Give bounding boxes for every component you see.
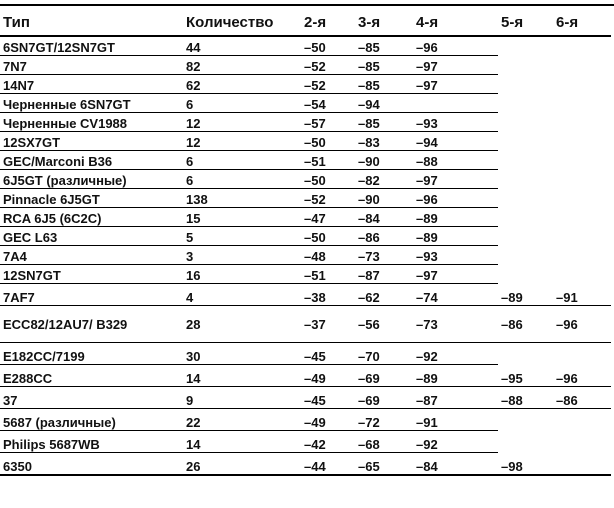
table-row [0, 75, 611, 94]
cell-harmonic: –92 [413, 431, 498, 453]
table-row [0, 208, 611, 227]
table-row [0, 246, 611, 265]
table-row [0, 409, 611, 431]
cell-type: 12SX7GT [0, 132, 183, 151]
cell-harmonic: –85 [355, 56, 413, 75]
cell-harmonic [553, 132, 611, 151]
cell-quantity: 6 [183, 151, 301, 170]
cell-type: 6350 [0, 453, 183, 476]
table-row [0, 56, 611, 75]
header-row [0, 9, 611, 36]
cell-harmonic [498, 409, 553, 431]
table-row [0, 132, 611, 151]
cell-quantity: 22 [183, 409, 301, 431]
cell-type: ECC82/12AU7/ B329 [0, 306, 183, 343]
cell-harmonic [553, 343, 611, 365]
column-header: 2-я [301, 9, 355, 36]
table-body [0, 36, 611, 475]
cell-quantity: 82 [183, 56, 301, 75]
cell-harmonic: –84 [413, 453, 498, 476]
cell-harmonic [553, 189, 611, 208]
cell-harmonic: –38 [301, 284, 355, 306]
table-row [0, 189, 611, 208]
cell-harmonic [498, 189, 553, 208]
cell-harmonic: –52 [301, 56, 355, 75]
cell-harmonic: –96 [413, 189, 498, 208]
cell-type: 7A4 [0, 246, 183, 265]
cell-harmonic [553, 453, 611, 476]
cell-harmonic: –54 [301, 94, 355, 113]
cell-harmonic: –97 [413, 170, 498, 189]
cell-harmonic: –86 [355, 227, 413, 246]
cell-harmonic: –62 [355, 284, 413, 306]
cell-quantity: 12 [183, 113, 301, 132]
cell-harmonic: –90 [355, 189, 413, 208]
table-row [0, 306, 611, 343]
cell-quantity: 3 [183, 246, 301, 265]
cell-harmonic [498, 343, 553, 365]
cell-quantity: 16 [183, 265, 301, 284]
cell-type: 6SN7GT/12SN7GT [0, 36, 183, 56]
cell-harmonic [553, 208, 611, 227]
cell-harmonic: –47 [301, 208, 355, 227]
cell-harmonic [498, 431, 553, 453]
table-row [0, 265, 611, 284]
cell-harmonic: –98 [498, 453, 553, 476]
cell-quantity: 14 [183, 365, 301, 387]
cell-harmonic: –88 [498, 387, 553, 409]
cell-harmonic: –49 [301, 365, 355, 387]
cell-harmonic [498, 94, 553, 113]
cell-type: Pinnacle 6J5GT [0, 189, 183, 208]
cell-harmonic: –86 [498, 306, 553, 343]
cell-harmonic: –85 [355, 113, 413, 132]
cell-harmonic: –95 [498, 365, 553, 387]
cell-type: 6J5GT (различные) [0, 170, 183, 189]
cell-quantity: 44 [183, 36, 301, 56]
cell-type: 5687 (различные) [0, 409, 183, 431]
cell-harmonic [553, 431, 611, 453]
cell-harmonic [498, 56, 553, 75]
cell-harmonic: –89 [413, 227, 498, 246]
cell-type: 7AF7 [0, 284, 183, 306]
table-row [0, 227, 611, 246]
cell-harmonic: –45 [301, 343, 355, 365]
table-row [0, 284, 611, 306]
cell-harmonic: –69 [355, 365, 413, 387]
cell-harmonic: –94 [355, 94, 413, 113]
cell-type: E182CC/7199 [0, 343, 183, 365]
cell-harmonic: –56 [355, 306, 413, 343]
tube-distortion-table [0, 9, 611, 476]
cell-quantity: 5 [183, 227, 301, 246]
cell-harmonic [498, 132, 553, 151]
cell-harmonic: –69 [355, 387, 413, 409]
cell-quantity: 15 [183, 208, 301, 227]
cell-harmonic: –97 [413, 56, 498, 75]
cell-harmonic: –92 [413, 343, 498, 365]
cell-harmonic [553, 170, 611, 189]
cell-harmonic: –51 [301, 265, 355, 284]
column-header: 5-я [498, 9, 553, 36]
cell-harmonic: –57 [301, 113, 355, 132]
cell-type: Черненные 6SN7GT [0, 94, 183, 113]
cell-harmonic: –96 [553, 306, 611, 343]
column-header: 3-я [355, 9, 413, 36]
table-row [0, 94, 611, 113]
cell-type: 12SN7GT [0, 265, 183, 284]
cell-quantity: 14 [183, 431, 301, 453]
cell-harmonic: –49 [301, 409, 355, 431]
cell-harmonic: –93 [413, 246, 498, 265]
cell-harmonic: –37 [301, 306, 355, 343]
cell-type: 37 [0, 387, 183, 409]
cell-harmonic [553, 75, 611, 94]
cell-harmonic: –88 [413, 151, 498, 170]
table-row [0, 151, 611, 170]
cell-harmonic: –90 [355, 151, 413, 170]
column-header: 6-я [553, 9, 611, 36]
cell-quantity: 6 [183, 170, 301, 189]
cell-harmonic: –68 [355, 431, 413, 453]
cell-harmonic: –86 [553, 387, 611, 409]
cell-harmonic: –97 [413, 265, 498, 284]
table-row [0, 387, 611, 409]
cell-harmonic [553, 151, 611, 170]
cell-harmonic [553, 94, 611, 113]
cell-harmonic: –89 [413, 208, 498, 227]
cell-harmonic: –89 [413, 365, 498, 387]
cell-harmonic [553, 227, 611, 246]
cell-harmonic: –72 [355, 409, 413, 431]
table-row [0, 36, 611, 56]
cell-harmonic [553, 113, 611, 132]
cell-harmonic [498, 265, 553, 284]
cell-harmonic [498, 113, 553, 132]
cell-harmonic: –82 [355, 170, 413, 189]
cell-harmonic [498, 227, 553, 246]
cell-harmonic: –73 [355, 246, 413, 265]
cell-harmonic: –74 [413, 284, 498, 306]
cell-type: E288CC [0, 365, 183, 387]
cell-harmonic: –42 [301, 431, 355, 453]
cell-quantity: 138 [183, 189, 301, 208]
cell-harmonic: –85 [355, 75, 413, 94]
cell-type: RCA 6J5 (6C2C) [0, 208, 183, 227]
cell-quantity: 30 [183, 343, 301, 365]
cell-harmonic: –91 [413, 409, 498, 431]
column-header: Тип [0, 9, 183, 36]
cell-harmonic [498, 208, 553, 227]
cell-harmonic: –85 [355, 36, 413, 56]
cell-harmonic: –94 [413, 132, 498, 151]
cell-quantity: 26 [183, 453, 301, 476]
cell-harmonic [553, 36, 611, 56]
column-header: Количество [183, 9, 301, 36]
column-header: 4-я [413, 9, 498, 36]
cell-quantity: 28 [183, 306, 301, 343]
cell-quantity: 62 [183, 75, 301, 94]
cell-harmonic: –51 [301, 151, 355, 170]
cell-harmonic: –50 [301, 36, 355, 56]
cell-quantity: 6 [183, 94, 301, 113]
cell-harmonic: –91 [553, 284, 611, 306]
cell-harmonic: –89 [498, 284, 553, 306]
cell-harmonic: –50 [301, 227, 355, 246]
cell-harmonic: –44 [301, 453, 355, 476]
cell-harmonic: –97 [413, 75, 498, 94]
table-row [0, 113, 611, 132]
cell-harmonic [498, 151, 553, 170]
cell-harmonic: –96 [413, 36, 498, 56]
cell-harmonic: –87 [413, 387, 498, 409]
cell-harmonic: –52 [301, 75, 355, 94]
table-row [0, 343, 611, 365]
cell-type: Philips 5687WB [0, 431, 183, 453]
cell-harmonic: –83 [355, 132, 413, 151]
cell-harmonic [553, 56, 611, 75]
cell-harmonic: –87 [355, 265, 413, 284]
table-row [0, 170, 611, 189]
cell-harmonic [498, 170, 553, 189]
cell-harmonic: –93 [413, 113, 498, 132]
cell-harmonic: –65 [355, 453, 413, 476]
cell-harmonic [498, 36, 553, 56]
cell-quantity: 9 [183, 387, 301, 409]
cell-harmonic [553, 246, 611, 265]
cell-type: GEC/Marconi B36 [0, 151, 183, 170]
cell-harmonic: –52 [301, 189, 355, 208]
cell-harmonic [413, 94, 498, 113]
cell-type: 7N7 [0, 56, 183, 75]
cell-harmonic [498, 246, 553, 265]
cell-type: Черненные CV1988 [0, 113, 183, 132]
top-rule [0, 4, 614, 6]
cell-harmonic: –50 [301, 132, 355, 151]
table-row [0, 431, 611, 453]
cell-harmonic [553, 265, 611, 284]
cell-type: 14N7 [0, 75, 183, 94]
cell-harmonic: –70 [355, 343, 413, 365]
cell-harmonic [498, 75, 553, 94]
table-row [0, 365, 611, 387]
cell-type: GEC L63 [0, 227, 183, 246]
table-row [0, 453, 611, 476]
cell-quantity: 12 [183, 132, 301, 151]
cell-harmonic: –73 [413, 306, 498, 343]
cell-quantity: 4 [183, 284, 301, 306]
cell-harmonic [553, 409, 611, 431]
cell-harmonic: –84 [355, 208, 413, 227]
cell-harmonic: –50 [301, 170, 355, 189]
cell-harmonic: –96 [553, 365, 611, 387]
cell-harmonic: –48 [301, 246, 355, 265]
cell-harmonic: –45 [301, 387, 355, 409]
